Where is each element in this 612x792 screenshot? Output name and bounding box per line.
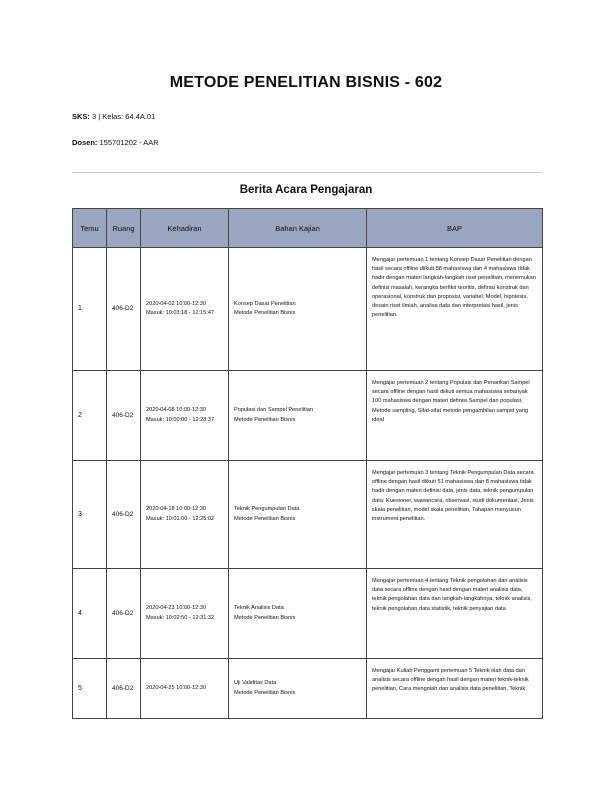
col-header-bap: BAP (367, 209, 543, 248)
cell-ruang: 406-D2 (107, 659, 141, 719)
cell-temu: 4 (73, 569, 107, 659)
table-row (73, 461, 543, 569)
col-header-temu: Temu (73, 209, 107, 248)
cell-kehadiran (141, 659, 229, 719)
bahan-text: Konsep Dasar Penelitian Metode Penelitian Bisnis (234, 300, 296, 316)
cell-bahan-kajian (229, 569, 367, 659)
table-header-row (73, 209, 543, 248)
bahan-text: Teknik Pengumpulan Data Metode Penelitian Bisnis (234, 506, 300, 522)
table-row (73, 659, 543, 719)
sks-class-line (72, 112, 155, 121)
dosen-value: 155701202 - AAR (99, 138, 159, 147)
col-header-ruang: Ruang (107, 209, 141, 248)
dosen-label: Dosen: (72, 138, 98, 147)
col-header-kehadiran: Kehadiran (141, 209, 229, 248)
kehadiran-checkin: Masuk: 10:03:18 - 12:15:47 (146, 310, 215, 316)
cell-bap: Mengajar pertemuan 2 tentang Populasi dan Penarikan Sampel secara offline dengan hasil diikuti semua mahasiswa sebanyak 100 mahasiswa dengan materi definisi Sampel dan populasi, Metode sampling, Sifat-sifat metode pengambilan sampel yang ideal (367, 371, 543, 461)
cell-kehadiran (141, 371, 229, 461)
sks-label: SKS: (72, 112, 90, 121)
kehadiran-schedule: 2020-04-02 10:00-12:30 (146, 300, 207, 307)
cell-kehadiran (141, 461, 229, 569)
cell-bap: Mengajar pertemuan 4 tentang Teknik pengolahan dan analisis data secara offline dengan hasil dengan materi analisis data, teknik pengolahan data dan langkah-langkahnya, teknik analisis, teknik pengolahan data statistik, teknik penyajian data (367, 569, 543, 659)
section-subtitle: Berita Acara Pengajaran (239, 184, 373, 196)
cell-bahan-kajian (229, 248, 367, 371)
cell-temu: 3 (73, 461, 107, 569)
cell-bahan-kajian (229, 371, 367, 461)
table-row (73, 371, 543, 461)
cell-kehadiran (141, 248, 229, 371)
cell-bap: Mengajar Kuliah Pengganti pertemuan 5 Teknik olah data dan analisis secara offline dengan hasil dengan materi teknik-teknik penelitian, Cara mengolah dan analisis data penelitian, Teknik (367, 659, 543, 719)
lecturer-line (72, 138, 159, 147)
cell-ruang: 406-D2 (107, 569, 141, 659)
cell-temu: 1 (73, 248, 107, 371)
bahan-text: Teknik Analisis Data Metode Penelitian Bisnis (234, 605, 296, 621)
kehadiran-schedule: 2020-04-23 10:00-12:30 (146, 605, 207, 612)
divider (72, 172, 542, 173)
kehadiran-schedule: 2020-04-25 10:00-12:30 (146, 684, 207, 691)
cell-temu: 2 (73, 371, 107, 461)
cell-bap: Mengajar pertemuan 3 tentang Teknik Pengumpulan Data secara offline dengan hasil diikuti 51 mahasiswa dan 8 mahasiswa tidak hadir dengan materi definisi data, jenis data, teknik pengumpulan data: Kuesioner, wawancara, observasi, studi dokumentasi, Jenis skala penelitian, model skala penelitian, Tahapan menyusun instrument penelitian. (367, 461, 543, 569)
cell-bahan-kajian (229, 461, 367, 569)
kehadiran-checkin: Masuk: 10:00:00 - 12:28:37 (146, 416, 215, 423)
sks-value: 3 | Kelas: 64.4A.01 (92, 112, 156, 121)
kehadiran-checkin: Masuk: 10:01:00 - 12:25:02 (146, 515, 215, 522)
bahan-text: Uji Validitas Data Metode Penelitian Bisnis (234, 680, 296, 696)
cell-ruang: 406-D2 (107, 371, 141, 461)
kehadiran-schedule: 2020-04-08 10:00-12:30 (146, 407, 207, 414)
cell-kehadiran (141, 569, 229, 659)
kehadiran-checkin: Masuk: 10:02:50 - 12:31:32 (146, 614, 215, 621)
kehadiran-schedule: 2020-04-18 10:00-12:30 (146, 506, 207, 513)
cell-ruang: 406-D2 (107, 248, 141, 371)
table-row (73, 248, 543, 371)
bahan-text: Populasi dan Sampel Penelitian Metode Penelitian Bisnis (234, 407, 313, 423)
course-title: METODE PENELITIAN BISNIS - 602 (169, 74, 443, 91)
cell-ruang: 406-D2 (107, 461, 141, 569)
cell-bahan-kajian (229, 659, 367, 719)
cell-bap: Mengajar pertemuan 1 tentang Konsep Dasar Penelitian dengan hasil secara offline diikuti 58 mahasiswa dan 4 mahasiswa tidak hadir dengan materi langkah-langkah riset penelitian, menemukan definisi masalah, kerangka berfikir teoritis, definisi konstruk dan operasional, konstruk dan proposisi, variabel, Model, hipotesis, desain riset ilmiah, analisa data dan interpretasi hasil, jenis penelitian. (367, 248, 543, 371)
cell-temu: 5 (73, 659, 107, 719)
table-row (73, 569, 543, 659)
col-header-bahan-kajian: Bahan Kajian (229, 209, 367, 248)
teaching-report-table (72, 208, 543, 719)
